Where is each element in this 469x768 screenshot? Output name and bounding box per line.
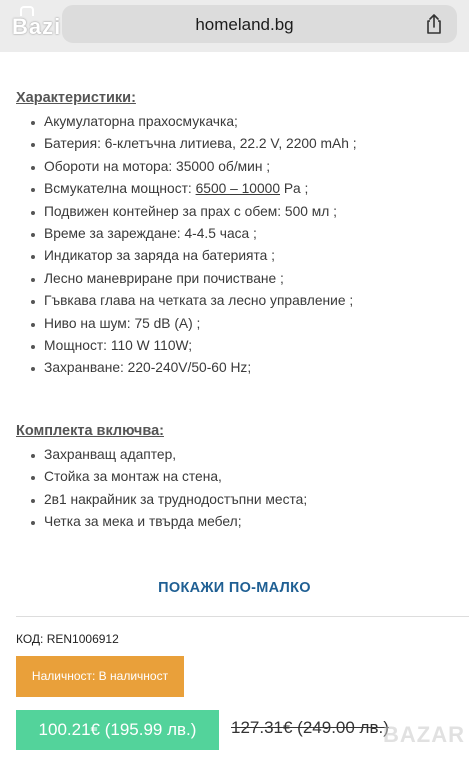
availability-badge: Наличност: В наличност	[16, 656, 184, 697]
watermark-logo: BAZAR	[383, 722, 465, 747]
divider	[16, 616, 469, 617]
kit-section	[16, 423, 456, 534]
show-less-button[interactable]: ПОКАЖИ ПО-МАЛКО	[158, 580, 311, 596]
site-logo: Bazi	[12, 14, 62, 39]
specs-heading: Характеристики:	[16, 90, 136, 106]
list-item: Обороти на мотора: 35000 об/мин ;	[16, 156, 456, 178]
suction-label: Всмукателна мощност:	[44, 181, 196, 197]
list-item: Подвижен контейнер за прах с обем: 500 мл ;	[16, 201, 456, 223]
old-price: 127.31€ (249.00 лв.)	[231, 718, 389, 737]
list-item: Захранване: 220-240V/50-60 Hz;	[16, 357, 456, 379]
current-price: 100.21€ (195.99 лв.)	[16, 710, 219, 750]
suction-unit: Pa ;	[280, 181, 309, 197]
list-item: Лесно маневриране при почистване ;	[16, 268, 456, 290]
kit-heading: Комплекта включва:	[16, 423, 164, 439]
address-bar[interactable]	[62, 5, 457, 43]
list-item: Време за зареждане: 4-4.5 часа ;	[16, 223, 456, 245]
list-item: Захранващ адаптер,	[16, 444, 456, 466]
list-item: Четка за мека и твърда мебел;	[16, 511, 456, 533]
list-item	[16, 178, 456, 200]
list-item: Мощност: 110 W 110W;	[16, 335, 456, 357]
list-item: Батерия: 6-клетъчна литиева, 22.2 V, 2200 mAh ;	[16, 133, 456, 155]
list-item: Индикатор за заряда на батерията ;	[16, 245, 456, 267]
list-item: Гъвкава глава на четката за лесно управление ;	[16, 290, 456, 312]
product-code: КОД: REN1006912	[16, 632, 119, 646]
list-item: Акумулаторна прахосмукачка;	[16, 111, 456, 133]
specs-list	[16, 111, 456, 380]
share-icon[interactable]	[425, 14, 443, 34]
list-item: 2в1 накрайник за труднодостъпни места;	[16, 489, 456, 511]
browser-top-bar	[0, 0, 469, 52]
list-item: Стойка за монтаж на стена,	[16, 466, 456, 488]
list-item: Ниво на шум: 75 dB (A) ;	[16, 313, 456, 335]
url-text[interactable]: homeland.bg	[195, 15, 294, 34]
suction-value-link[interactable]: 6500 – 10000	[195, 181, 280, 197]
specs-section	[16, 90, 456, 380]
kit-list	[16, 444, 456, 534]
